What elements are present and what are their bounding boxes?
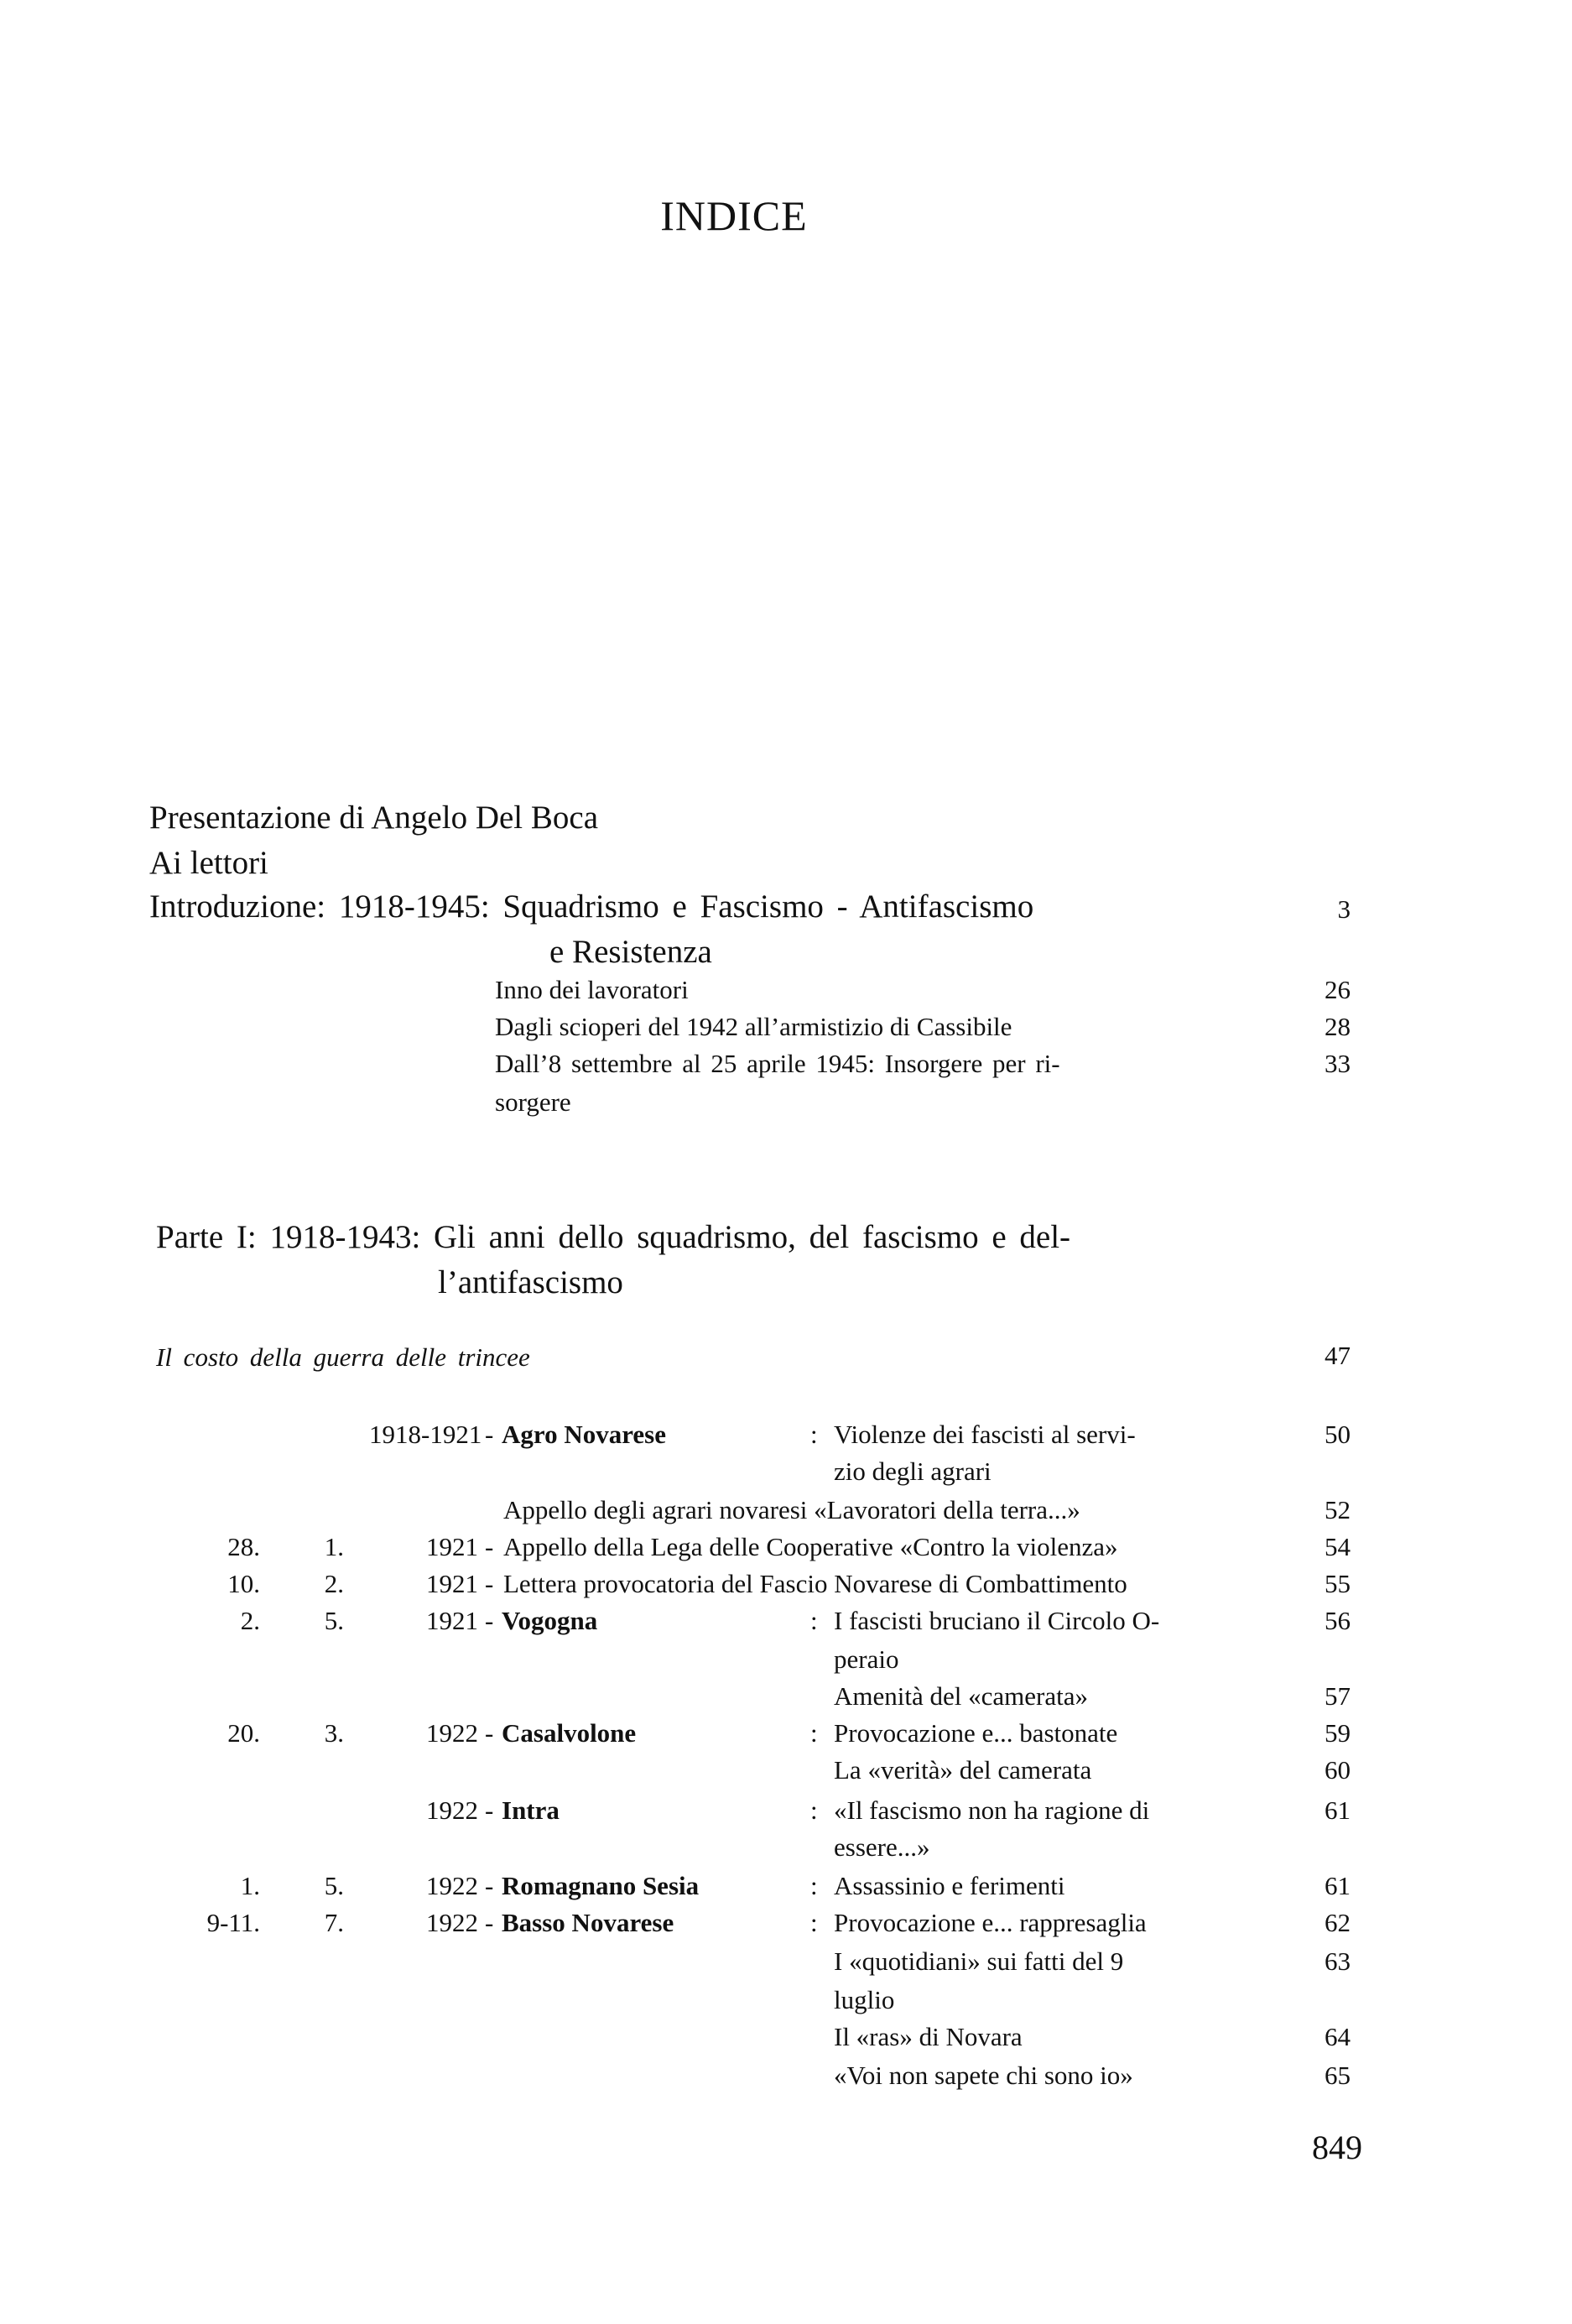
toc-page: 56 [1325, 1606, 1351, 1635]
toc-page: 52 [1325, 1495, 1351, 1524]
toc-dash: - [485, 1420, 494, 1449]
toc-page-scioperi: 28 [1325, 1012, 1351, 1041]
toc-dash: - [485, 1871, 494, 1900]
toc-page: 54 [1325, 1532, 1351, 1561]
toc-row [0, 1495, 1572, 1534]
toc-page: 57 [1325, 1681, 1351, 1711]
toc-page: 61 [1325, 1795, 1351, 1825]
toc-row [0, 1908, 1572, 1946]
toc-desc: I fascisti bruciano il Circolo O- [834, 1606, 1160, 1635]
toc-dash: - [485, 1718, 494, 1748]
toc-desc: La «verità» del camerata [834, 1755, 1092, 1785]
toc-dash: - [485, 1569, 494, 1598]
toc-year: 1922 [426, 1871, 478, 1900]
toc-page: 64 [1325, 2022, 1351, 2051]
toc-row [0, 1644, 1572, 1683]
toc-year: 1922 [426, 1795, 478, 1825]
toc-desc: peraio [834, 1644, 899, 1674]
toc-year: 1921 [426, 1569, 478, 1598]
toc-page: 62 [1325, 1908, 1351, 1937]
toc-page: 59 [1325, 1718, 1351, 1748]
toc-place: Casalvolone [502, 1718, 637, 1748]
toc-entry-presentazione: Presentazione di Angelo Del Boca [149, 800, 599, 836]
toc-entry-introduzione-cont: e Resistenza [549, 934, 712, 970]
toc-entry-otto-settembre: Dall’8 settembre al 25 aprile 1945: Insorgere per ri- [495, 1049, 1060, 1078]
page-title: INDICE [660, 192, 808, 239]
toc-row [0, 1606, 1572, 1644]
toc-desc: essere...» [834, 1832, 930, 1862]
toc-description-full: Lettera provocatoria del Fascio Novarese di Combattimento [503, 1569, 1127, 1598]
toc-day: 9-11. [206, 1908, 260, 1937]
toc-row [0, 1795, 1572, 1834]
toc-page: 50 [1325, 1420, 1351, 1449]
part-title-cont: l’antifascismo [438, 1264, 623, 1300]
toc-row [0, 1456, 1572, 1495]
toc-entry-introduzione: Introduzione: 1918-1945: Squadrismo e Fascismo - Antifascismo [149, 888, 1034, 925]
toc-page-otto-settembre: 33 [1325, 1049, 1351, 1078]
toc-page-introduzione: 3 [1337, 894, 1351, 924]
toc-desc: luglio [834, 1985, 895, 2014]
toc-place: Intra [502, 1795, 560, 1825]
toc-desc: Provocazione e... rappresaglia [834, 1908, 1147, 1937]
toc-day: 28. [227, 1532, 260, 1561]
toc-desc: Provocazione e... bastonate [834, 1718, 1118, 1748]
toc-row [0, 1946, 1572, 1985]
toc-month: 3. [324, 1718, 344, 1748]
section-subtitle-page: 47 [1325, 1341, 1351, 1370]
toc-colon: : [810, 1718, 818, 1748]
toc-year: 1918-1921 [369, 1420, 482, 1449]
toc-entry-ai-lettori: Ai lettori [149, 845, 268, 881]
toc-place: Romagnano Sesia [502, 1871, 700, 1900]
toc-entry-otto-settembre-cont: sorgere [495, 1087, 571, 1117]
toc-month: 7. [324, 1908, 344, 1937]
toc-year: 1922 [426, 1718, 478, 1748]
toc-place: Agro Novarese [502, 1420, 667, 1449]
toc-day: 2. [240, 1606, 260, 1635]
toc-desc: «Voi non sapete chi sono io» [834, 2061, 1133, 2090]
toc-entry-scioperi: Dagli scioperi del 1942 all’armistizio di Cassibile [495, 1012, 1012, 1041]
toc-row [0, 2061, 1572, 2099]
toc-page: 55 [1325, 1569, 1351, 1598]
toc-colon: : [810, 1795, 818, 1825]
toc-page: 65 [1325, 2061, 1351, 2090]
toc-row [0, 1832, 1572, 1871]
toc-description-full: Appello degli agrari novaresi «Lavoratori della terra...» [503, 1495, 1080, 1524]
toc-day: 1. [240, 1871, 260, 1900]
toc-page: 63 [1325, 1946, 1351, 1976]
toc-desc: I «quotidiani» sui fatti del 9 [834, 1946, 1124, 1976]
toc-year: 1921 [426, 1532, 478, 1561]
toc-colon: : [810, 1420, 818, 1449]
part-title: Parte I: 1918-1943: Gli anni dello squadrismo, del fascismo e del- [156, 1219, 1071, 1255]
toc-place: Vogogna [502, 1606, 598, 1635]
toc-row [0, 1755, 1572, 1794]
toc-year: 1921 [426, 1606, 478, 1635]
toc-page: 60 [1325, 1755, 1351, 1785]
toc-entry-inno: Inno dei lavoratori [495, 975, 689, 1004]
toc-page-inno: 26 [1325, 975, 1351, 1004]
toc-colon: : [810, 1871, 818, 1900]
toc-desc: Il «ras» di Novara [834, 2022, 1023, 2051]
toc-row [0, 1569, 1572, 1608]
toc-dash: - [485, 1606, 494, 1635]
toc-desc: Amenità del «camerata» [834, 1681, 1088, 1711]
toc-colon: : [810, 1606, 818, 1635]
toc-place: Basso Novarese [502, 1908, 674, 1937]
toc-desc: zio degli agrari [834, 1456, 992, 1486]
toc-description-full: Appello della Lega delle Cooperative «Contro la violenza» [503, 1532, 1118, 1561]
toc-row [0, 1532, 1572, 1571]
toc-month: 5. [324, 1606, 344, 1635]
toc-dash: - [485, 1908, 494, 1937]
section-subtitle: Il costo della guerra delle trincee [156, 1342, 530, 1372]
toc-desc: «Il fascismo non ha ragione di [834, 1795, 1150, 1825]
toc-day: 10. [227, 1569, 260, 1598]
toc-row [0, 1718, 1572, 1757]
toc-dash: - [485, 1795, 494, 1825]
toc-desc: Assassinio e ferimenti [834, 1871, 1065, 1900]
toc-month: 2. [324, 1569, 344, 1598]
toc-day: 20. [227, 1718, 260, 1748]
toc-month: 1. [324, 1532, 344, 1561]
toc-colon: : [810, 1908, 818, 1937]
toc-row [0, 1985, 1572, 2024]
toc-year: 1922 [426, 1908, 478, 1937]
page-number: 849 [1312, 2129, 1362, 2166]
toc-row [0, 1681, 1572, 1720]
toc-row [0, 2022, 1572, 2061]
toc-month: 5. [324, 1871, 344, 1900]
toc-page: 61 [1325, 1871, 1351, 1900]
toc-row [0, 1871, 1572, 1910]
toc-desc: Violenze dei fascisti al servi- [834, 1420, 1136, 1449]
toc-dash: - [485, 1532, 494, 1561]
toc-row [0, 1420, 1572, 1458]
